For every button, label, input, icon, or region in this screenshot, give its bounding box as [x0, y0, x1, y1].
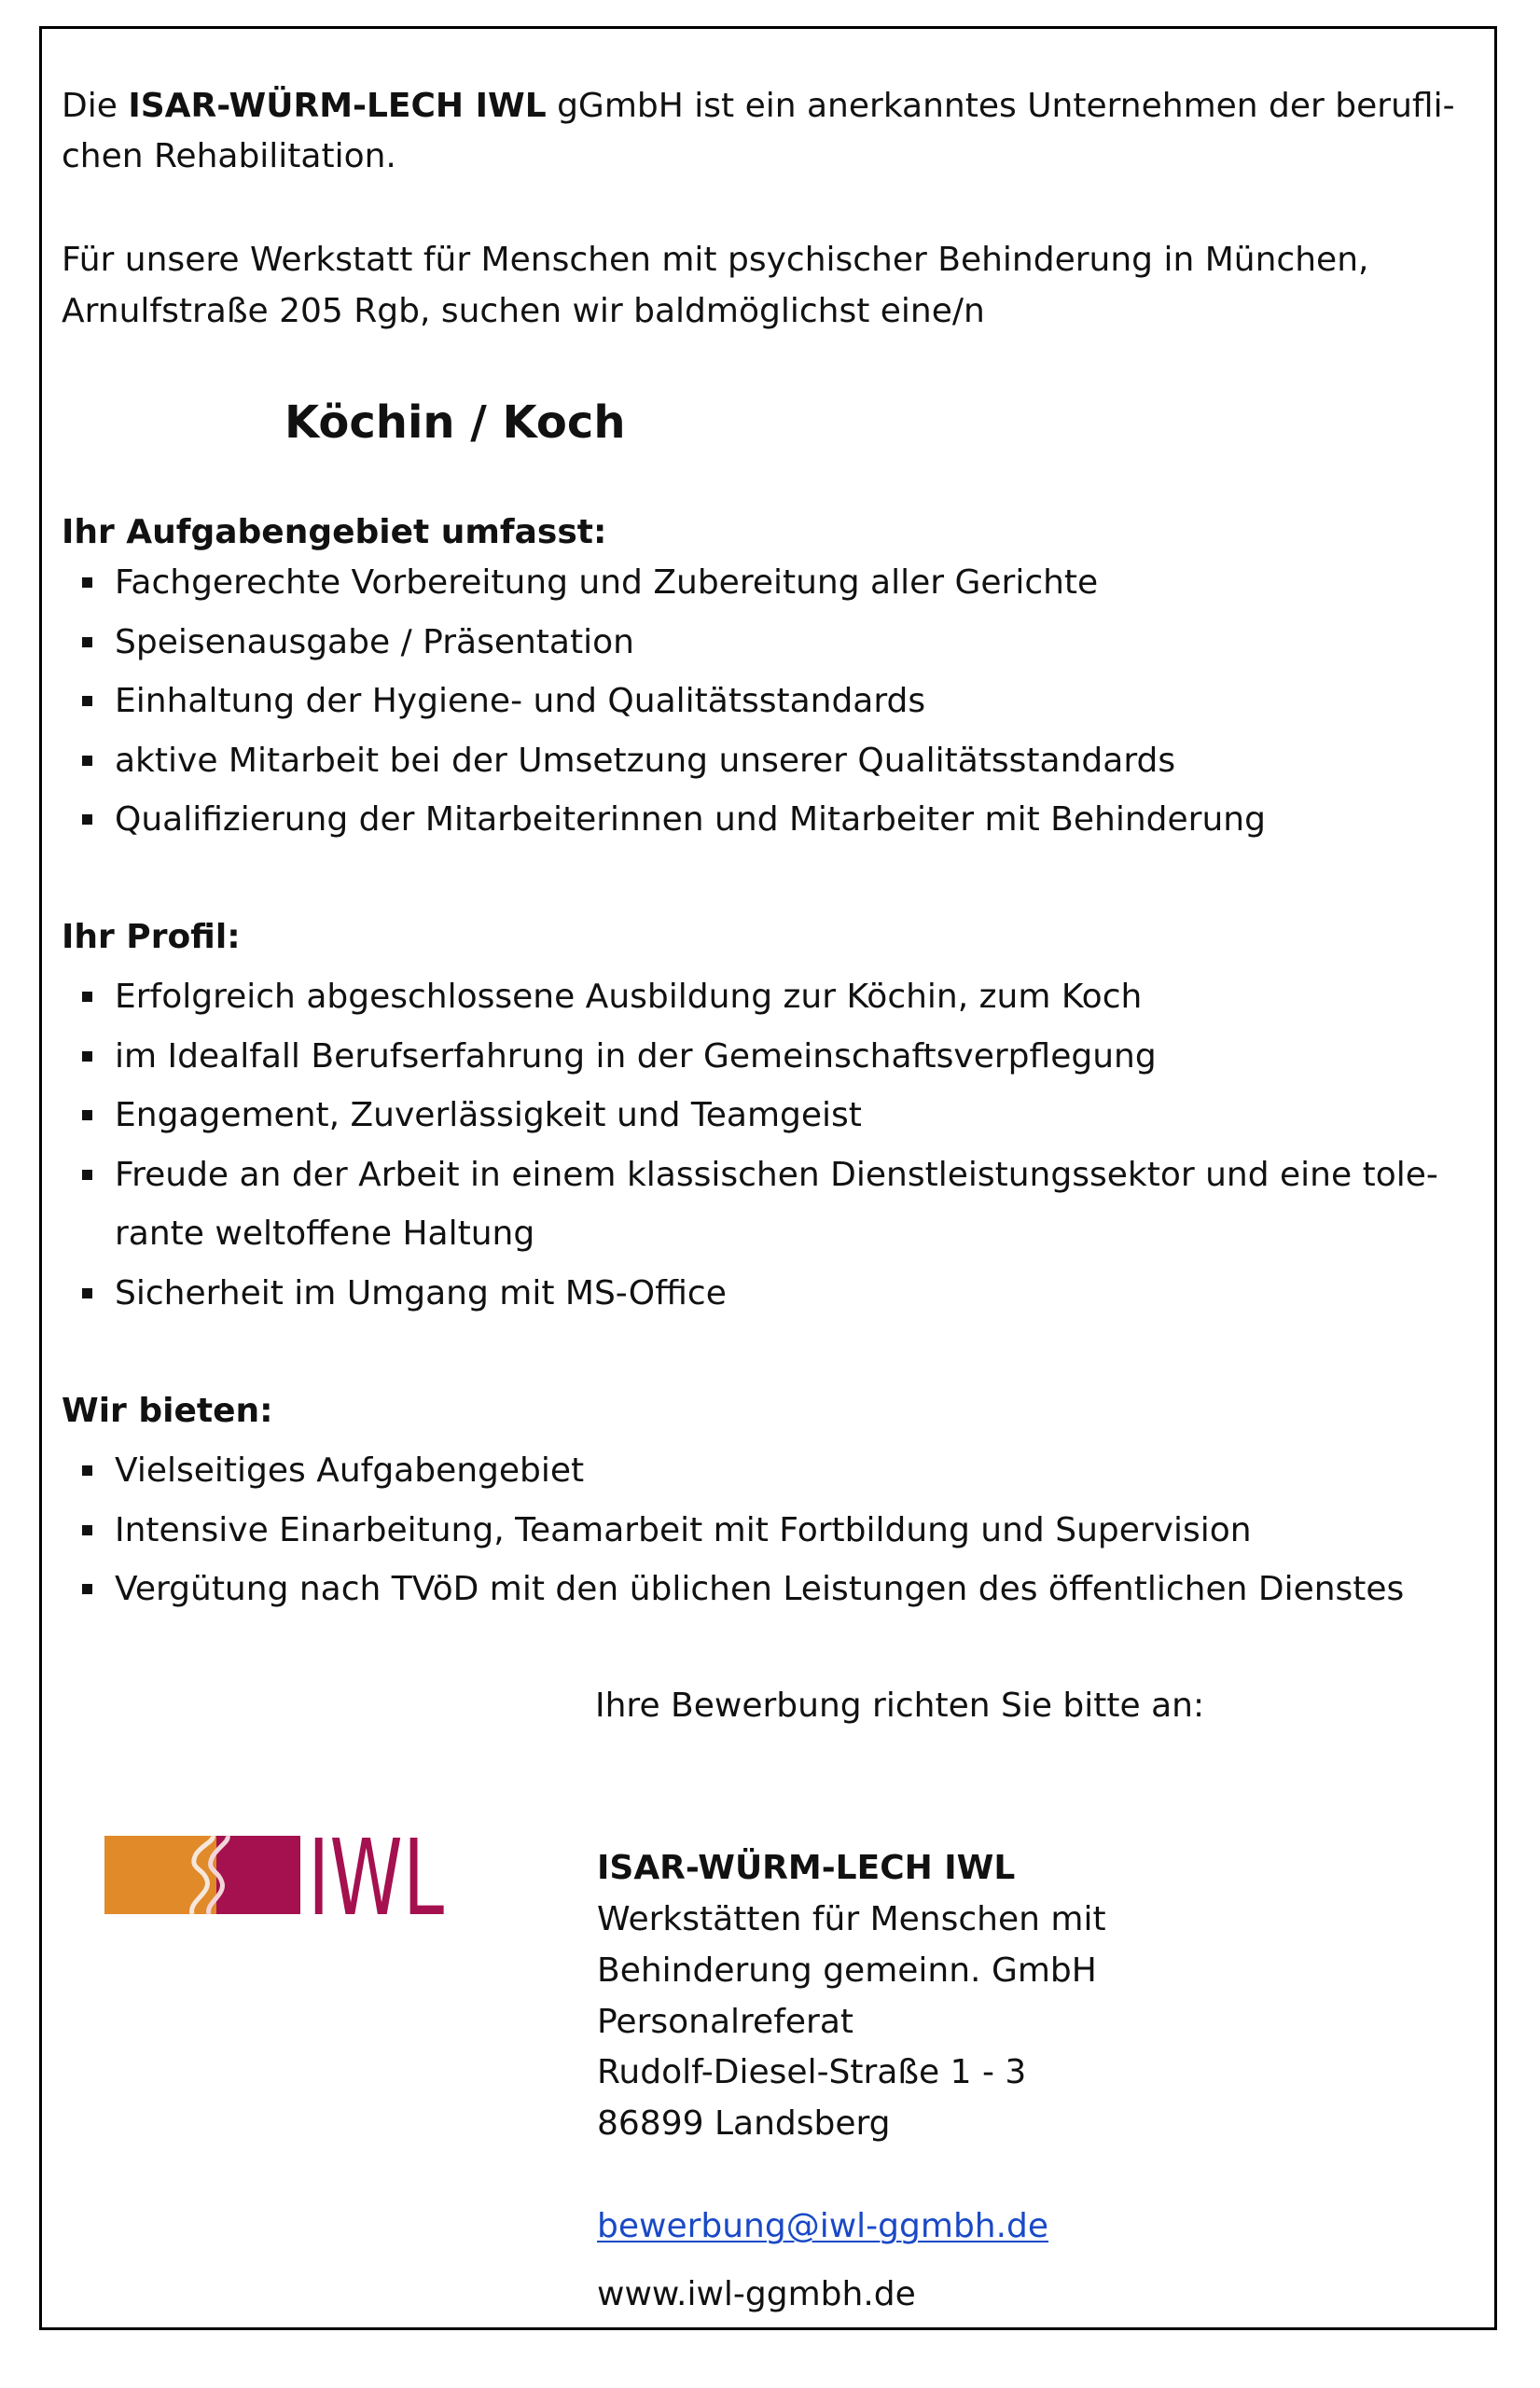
intro-line-4: Arnulfstraße 205 Rgb, suchen wir baldmöglichst eine/n [62, 292, 985, 330]
list-item: Vielseitiges Aufgabengebiet [82, 1441, 1404, 1501]
list-item: Freude an der Arbeit in einem klassischen Dienstleistungssektor und eine tole- [82, 1145, 1438, 1205]
bullet-square-icon [82, 1110, 92, 1120]
list-item: aktive Mitarbeit bei der Umsetzung unserer Qualitätsstandards [82, 731, 1266, 791]
application-prompt: Ihre Bewerbung richten Sie bitte an: [595, 1687, 1205, 1725]
intro-line-3: Für unsere Werkstatt für Menschen mit psychischer Behinderung in München, [62, 241, 1369, 279]
list-item: Vergütung nach TVöD mit den üblichen Leistungen des öffentlichen Dienstes [82, 1560, 1404, 1619]
website-text: www.iwl-ggmbh.de [597, 2275, 916, 2313]
address-line: 86899 Landsberg [597, 2104, 891, 2143]
iwl-logo [103, 1818, 448, 1939]
list-item: Einhaltung der Hygiene- und Qualitätsstandards [82, 672, 1266, 731]
intro-line-1: Die ISAR-WÜRM-LECH IWL gGmbH ist ein anerkanntes Unternehmen der berufli- [62, 87, 1455, 125]
job-title: Köchin / Koch [284, 396, 626, 449]
profile-heading: Ihr Profil: [62, 918, 241, 956]
list-item: Sicherheit im Umgang mit MS-Office [82, 1264, 1438, 1324]
bullet-square-icon [82, 1288, 92, 1298]
bullet-square-icon [82, 814, 92, 825]
bullet-square-icon [82, 696, 92, 706]
list-item: Fachgerechte Vorbereitung und Zubereitung aller Gerichte [82, 553, 1266, 613]
bullet-square-icon [82, 577, 92, 588]
list-item: Engagement, Zuverlässigkeit und Teamgeist [82, 1086, 1438, 1145]
bullet-square-icon [82, 1584, 92, 1594]
intro-line-2: chen Rehabilitation. [62, 137, 396, 175]
bullet-square-icon [82, 756, 92, 766]
logo-text: IWL [308, 1818, 444, 1939]
bullet-square-icon [82, 1525, 92, 1535]
tasks-list [82, 553, 1266, 850]
offer-list [82, 1441, 1404, 1619]
address-line: Rudolf-Diesel-Straße 1 - 3 [597, 2053, 1027, 2091]
profile-list [82, 967, 1438, 1323]
list-item: Intensive Einarbeitung, Teamarbeit mit Fortbildung und Supervision [82, 1501, 1404, 1561]
bullet-square-icon [82, 992, 92, 1002]
list-item: im Idealfall Berufserfahrung in der Gemeinschaftsverpflegung [82, 1027, 1438, 1087]
address-line: Personalreferat [597, 2003, 853, 2041]
list-item: Erfolgreich abgeschlossene Ausbildung zur Köchin, zum Koch [82, 967, 1438, 1027]
address-line: Werkstätten für Menschen mit [597, 1900, 1106, 1938]
address-company: ISAR-WÜRM-LECH IWL [597, 1849, 1016, 1887]
email-link[interactable]: bewerbung@iwl-ggmbh.de [597, 2207, 1049, 2245]
list-item-continuation: rante weltoffene Haltung [115, 1215, 535, 1253]
list-item: Speisenausgabe / Präsentation [82, 613, 1266, 673]
company-name-inline: ISAR-WÜRM-LECH IWL [128, 87, 547, 125]
bullet-square-icon [82, 1170, 92, 1180]
bullet-square-icon [82, 1051, 92, 1062]
list-item: Qualifizierung der Mitarbeiterinnen und Mitarbeiter mit Behinderung [82, 790, 1266, 850]
bullet-square-icon [82, 637, 92, 647]
tasks-heading: Ihr Aufgabengebiet umfasst: [62, 513, 607, 551]
address-line: Behinderung gemeinn. GmbH [597, 1951, 1097, 1990]
offer-heading: Wir bieten: [62, 1392, 273, 1430]
bullet-square-icon [82, 1465, 92, 1476]
